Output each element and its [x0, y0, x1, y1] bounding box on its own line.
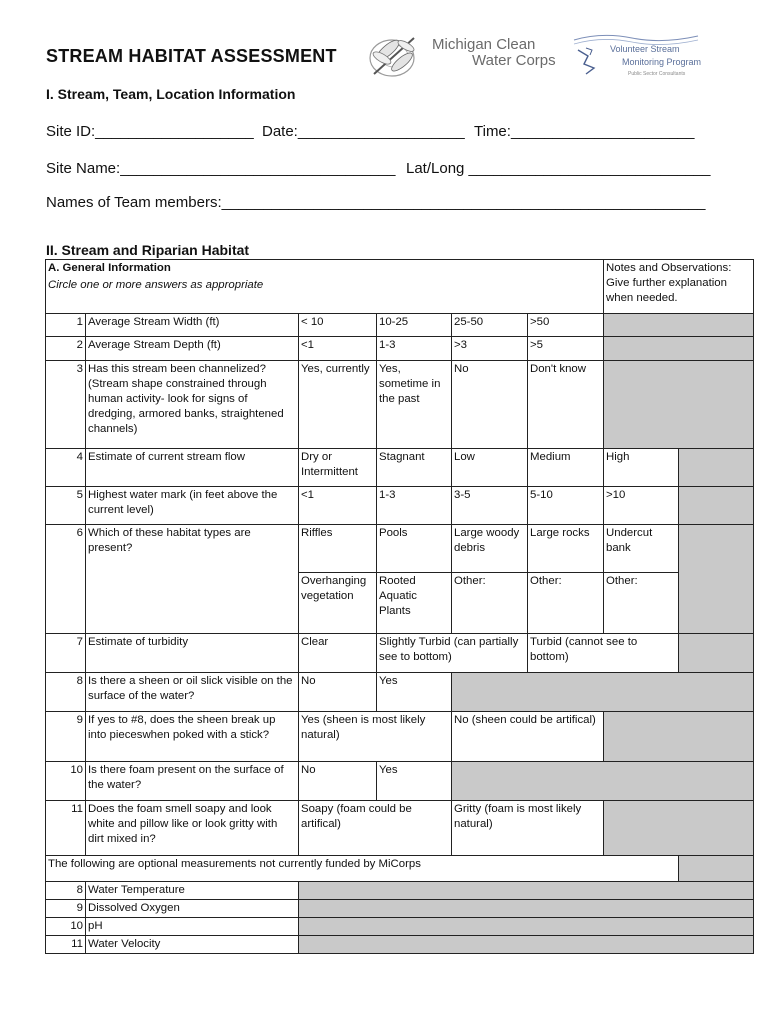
row-number: 1: [46, 314, 86, 337]
answer-option[interactable]: No: [299, 673, 377, 712]
answer-option[interactable]: 3-5: [452, 487, 528, 525]
volunteer-stream-monitoring-logo: [572, 30, 702, 82]
answer-option[interactable]: >50: [528, 314, 604, 337]
question-text: Highest water mark (in feet above the current level): [86, 487, 299, 525]
row-number: 9: [46, 900, 86, 918]
table-row: [46, 634, 754, 673]
row-number: 10: [46, 762, 86, 801]
answer-option[interactable]: 25-50: [452, 314, 528, 337]
row-number: 10: [46, 918, 86, 936]
row-number: 9: [46, 712, 86, 762]
answer-option[interactable]: < 10: [299, 314, 377, 337]
date-field[interactable]: Date:____________________: [262, 123, 465, 140]
logo-text-line2: Water Corps: [472, 52, 556, 69]
row-number: 5: [46, 487, 86, 525]
site-id-field[interactable]: Site ID:___________________: [46, 123, 254, 140]
answer-option[interactable]: 1-3: [377, 487, 452, 525]
answer-option[interactable]: Riffles: [299, 525, 377, 573]
question-text: Which of these habitat types are present?: [86, 525, 299, 634]
table-header-row: [46, 260, 754, 278]
measurement-value-cell[interactable]: [299, 918, 754, 936]
question-text: If yes to #8, does the sheen break up into pieceswhen poked with a stick?: [86, 712, 299, 762]
row-number: 11: [46, 936, 86, 954]
site-name-field[interactable]: Site Name:_________________________________: [46, 160, 396, 177]
answer-option[interactable]: No (sheen could be artifical): [452, 712, 604, 762]
row-number: 8: [46, 673, 86, 712]
time-field[interactable]: Time:______________________: [474, 123, 695, 140]
answer-option[interactable]: Dry or Intermittent: [299, 449, 377, 487]
table-row: [46, 762, 754, 801]
answer-option[interactable]: Don't know: [528, 361, 604, 449]
table-row: [46, 337, 754, 361]
answer-option[interactable]: Other:: [452, 573, 528, 634]
page-title: STREAM HABITAT ASSESSMENT: [46, 46, 337, 66]
shaded-cell: [452, 762, 754, 801]
table-row: [46, 314, 754, 337]
row-number: 8: [46, 882, 86, 900]
answer-option[interactable]: Other:: [604, 573, 679, 634]
answer-option[interactable]: Undercut bank: [604, 525, 679, 573]
answer-option[interactable]: No: [452, 361, 528, 449]
measurement-label: Water Temperature: [86, 882, 299, 900]
table-row: [46, 525, 754, 573]
optional-row: [46, 882, 754, 900]
notes-cell[interactable]: [604, 712, 754, 762]
answer-option[interactable]: Gritty (foam is most likely natural): [452, 801, 604, 856]
question-text: Estimate of current stream flow: [86, 449, 299, 487]
table-row: [46, 487, 754, 525]
answer-option[interactable]: >5: [528, 337, 604, 361]
optional-row: [46, 936, 754, 954]
question-text: Average Stream Width (ft): [86, 314, 299, 337]
notes-cell[interactable]: [604, 361, 754, 449]
circle-instruction: Circle one or more answers as appropriate: [46, 277, 604, 314]
measurement-value-cell[interactable]: [299, 900, 754, 918]
table-row: [46, 712, 754, 762]
answer-option[interactable]: High: [604, 449, 679, 487]
answer-option[interactable]: 1-3: [377, 337, 452, 361]
answer-option[interactable]: Clear: [299, 634, 377, 673]
answer-option[interactable]: Yes, currently: [299, 361, 377, 449]
answer-option[interactable]: Yes: [377, 762, 452, 801]
habitat-table: [45, 259, 754, 954]
section-2-heading: II. Stream and Riparian Habitat: [46, 242, 250, 258]
answer-option[interactable]: Stagnant: [377, 449, 452, 487]
optional-row: [46, 918, 754, 936]
answer-option[interactable]: Medium: [528, 449, 604, 487]
answer-option[interactable]: Yes: [377, 673, 452, 712]
measurement-label: Dissolved Oxygen: [86, 900, 299, 918]
answer-option[interactable]: >10: [604, 487, 679, 525]
row-number: 2: [46, 337, 86, 361]
notes-cell[interactable]: [679, 634, 754, 673]
notes-cell[interactable]: [679, 449, 754, 487]
answer-option[interactable]: Yes (sheen is most likely natural): [299, 712, 452, 762]
answer-option[interactable]: Overhanging vegetation: [299, 573, 377, 634]
question-text: Has this stream been channelized? (Stream shape constrained through human activity- look for signs of dredging, armored banks, straightened channels): [86, 361, 299, 449]
notes-header: Notes and Observations: Give further explanation when needed.: [604, 260, 754, 314]
general-info-label: A. General Information: [46, 260, 604, 278]
answer-option[interactable]: Yes, sometime in the past: [377, 361, 452, 449]
notes-cell[interactable]: [604, 801, 754, 856]
measurement-label: pH: [86, 918, 299, 936]
row-number: 11: [46, 801, 86, 856]
team-members-field[interactable]: Names of Team members:__________________________________________________________: [46, 194, 706, 211]
answer-option[interactable]: Rooted Aquatic Plants: [377, 573, 452, 634]
question-text: Average Stream Depth (ft): [86, 337, 299, 361]
answer-option[interactable]: <1: [299, 337, 377, 361]
answer-option[interactable]: Low: [452, 449, 528, 487]
dragonfly-icon: [362, 28, 432, 84]
row-number: 6: [46, 525, 86, 634]
michigan-clean-water-corps-logo: [362, 28, 562, 84]
row-number: 4: [46, 449, 86, 487]
shaded-cell: [452, 673, 754, 712]
table-row: [46, 673, 754, 712]
logo-text-line1: Michigan Clean: [432, 36, 536, 53]
logo-text-line2: Monitoring Program: [622, 57, 702, 67]
answer-option[interactable]: No: [299, 762, 377, 801]
row-number: 7: [46, 634, 86, 673]
question-text: Estimate of turbidity: [86, 634, 299, 673]
section-1-heading: I. Stream, Team, Location Information: [46, 86, 296, 102]
table-row: [46, 449, 754, 487]
lat-long-field[interactable]: Lat/Long _____________________________: [406, 160, 711, 177]
answer-option[interactable]: 10-25: [377, 314, 452, 337]
answer-option[interactable]: >3: [452, 337, 528, 361]
answer-option[interactable]: 5-10: [528, 487, 604, 525]
answer-option[interactable]: Large rocks: [528, 525, 604, 573]
answer-option[interactable]: Slightly Turbid (can partially see to bottom): [377, 634, 528, 673]
answer-option[interactable]: <1: [299, 487, 377, 525]
optional-header-row: [46, 856, 754, 882]
optional-row: [46, 900, 754, 918]
answer-option[interactable]: Pools: [377, 525, 452, 573]
row-number: 3: [46, 361, 86, 449]
answer-option[interactable]: Turbid (cannot see to bottom): [528, 634, 679, 673]
logo-text-line1: Volunteer Stream: [610, 44, 680, 54]
shaded-cell: [679, 856, 754, 882]
notes-cell[interactable]: [679, 487, 754, 525]
logo-text-line3: Public Sector Consultants: [628, 71, 686, 77]
answer-option[interactable]: Large woody debris: [452, 525, 528, 573]
notes-cell[interactable]: [604, 337, 754, 361]
question-text: Is there foam present on the surface of the water?: [86, 762, 299, 801]
question-text: Is there a sheen or oil slick visible on the surface of the water?: [86, 673, 299, 712]
measurement-label: Water Velocity: [86, 936, 299, 954]
answer-option[interactable]: Soapy (foam could be artifical): [299, 801, 452, 856]
question-text: Does the foam smell soapy and look white and pillow like or look gritty with dirt mixed in?: [86, 801, 299, 856]
optional-measurements-label: The following are optional measurements not currently funded by MiCorps: [46, 856, 679, 882]
answer-option[interactable]: Other:: [528, 573, 604, 634]
table-row: [46, 361, 754, 449]
measurement-value-cell[interactable]: [299, 882, 754, 900]
measurement-value-cell[interactable]: [299, 936, 754, 954]
notes-cell[interactable]: [679, 525, 754, 634]
table-row: [46, 801, 754, 856]
notes-cell[interactable]: [604, 314, 754, 337]
